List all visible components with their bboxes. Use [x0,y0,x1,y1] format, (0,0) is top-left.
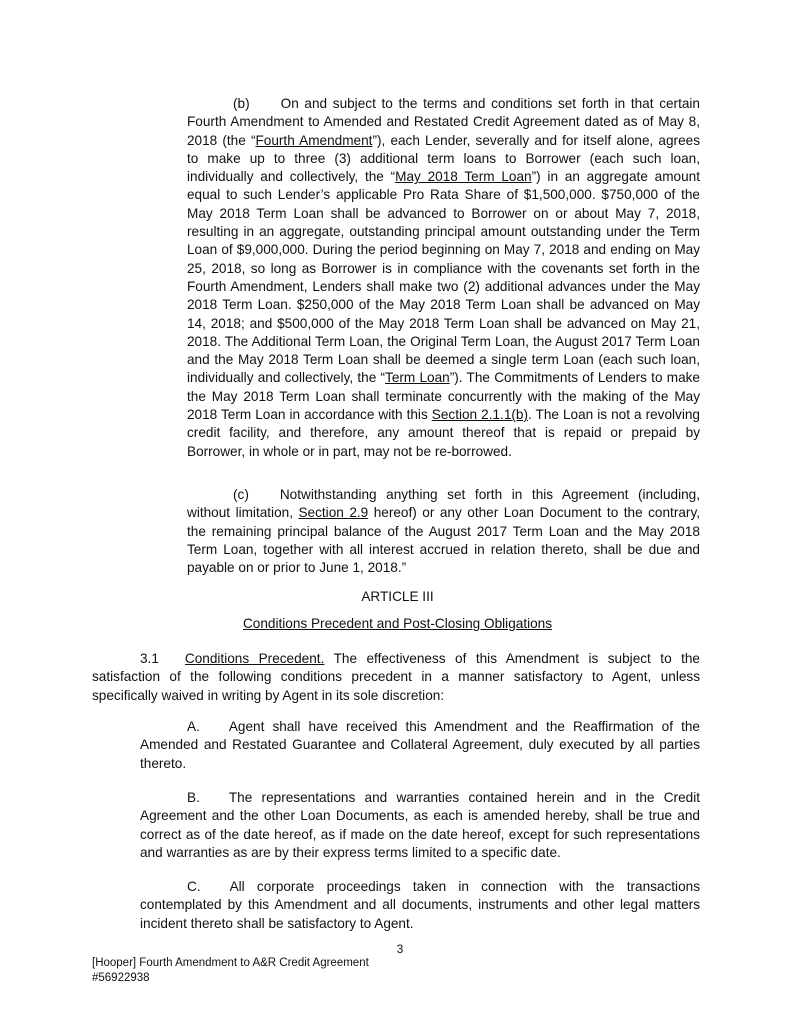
section-reference-2-1-1-b: Section 2.1.1(b) [431,407,528,423]
footer-doc-number-text: #56922938 [92,972,150,984]
section-3-1 [92,650,700,705]
condition-b-text: The representations and warranties contained herein and in the Credit Agreement and the other Loan Documents, as each is amended hereby, shall be true and correct as of the date hereof, as if made on the date hereof, except for such representations and warranties as are by their express terms limited to a specific date. [140,790,700,860]
section-reference-2-9: Section 2.9 [298,505,369,521]
article-title [187,615,608,633]
defined-term-may-2018-term-loan: May 2018 Term Loan [395,169,532,185]
condition-a-letter: A. [187,719,200,734]
paragraph-c-marker: (c) [233,487,249,502]
condition-b [140,789,700,862]
page-number [370,940,430,958]
section-3-1-text: The effectiveness of this Amendment is subject to the satisfaction of the following conditions precedent in a manner satisfactory to Agent, unless specifically waived in writing by Agent in its sole discretion: [92,651,700,703]
condition-a [140,718,700,773]
paragraph-c [187,486,700,577]
page-number-text: 3 [396,942,404,956]
defined-term-fourth-amendment: Fourth Amendment [255,132,373,148]
footer-title [92,956,369,971]
footer-doc-number [92,971,150,986]
paragraph-b-text-3: ”) in an aggregate amount equal to such Lender’s applicable Pro Rata Share of $1,500,000. $750,000 of the May 2018 Term Loan shall be advanced to Borrower on or about May 7, 2018, resulting in an aggregate, outstanding principal amount outstanding under the Term Loan of $9,000,000. During the period beginning on May 7, 2018 and ending on May 25, 2018, so long as Borrower is in compliance with the covenants set forth in the Fourth Amendment, Lenders shall make two (2) additional advances under the May 2018 Term Loan. $250,000 of the May 2018 Term Loan shall be advanced on May 14, 2018; and $500,000 of the May 2018 Term Loan shall be advanced on May 21, 2018. The Additional Term Loan, the Original Term Loan, the August 2017 Term Loan and the May 2018 Term Loan shall be deemed a single term Loan (each such loan, individually and collectively, the “ [187,169,700,386]
section-3-1-caption: Conditions Precedent. [184,651,325,666]
paragraph-c-text-1: Notwithstanding anything set forth in this Agreement (including, without limitation, [187,487,700,521]
paragraph-b-marker: (b) [233,96,250,111]
condition-a-text: Agent shall have received this Amendment and the Reaffirmation of the Amended and Restated Guarantee and Collateral Agreement, duly executed by all parties thereto. [140,719,700,771]
footer-title-text: [Hooper] Fourth Amendment to A&R Credit Agreement [92,957,369,969]
condition-c-text: All corporate proceedings taken in connection with the transactions contemplated by this Amendment and all documents, instruments and other legal matters incident thereto shall be satisfactory to Agent. [140,879,700,931]
article-heading [187,588,608,606]
paragraph-c-text-2: hereof) or any other Loan Document to the contrary, the remaining principal balance of the August 2017 Term Loan and the May 2018 Term Loan, together with all interest accrued in relation thereto, shall be due and payable on or prior to June 1, 2018.” [187,505,701,576]
paragraph-b-text-2: ”), each Lender, severally and for itself alone, agrees to make up to three (3) additional term loans to Borrower (each such loan, individually and collectively, the “ [187,132,701,185]
condition-c-letter: C. [187,879,201,894]
paragraph-b-text-5: . The Loan is not a revolving credit facility, and therefore, any amount thereof that is repaid or prepaid by Borrower, in whole or in part, may not be re-borrowed. [187,407,700,459]
paragraph-b-text-1: On and subject to the terms and conditions set forth in that certain Fourth Amendment to Amended and Restated Credit Agreement dated as of May 8, 2018 (the “ [187,96,700,148]
section-3-1-number: 3.1 [140,651,159,666]
condition-b-letter: B. [187,790,200,805]
paragraph-b [187,95,700,461]
article-heading-text: ARTICLE III [361,589,434,604]
paragraph-b-text-4: ”). The Commitments of Lenders to make the May 2018 Term Loan shall terminate concurrently with the making of the May 2018 Term Loan in accordance with this [187,370,700,423]
condition-c [140,878,700,933]
article-title-text: Conditions Precedent and Post-Closing Obligations [242,616,553,631]
defined-term-term-loan: Term Loan [385,370,450,386]
